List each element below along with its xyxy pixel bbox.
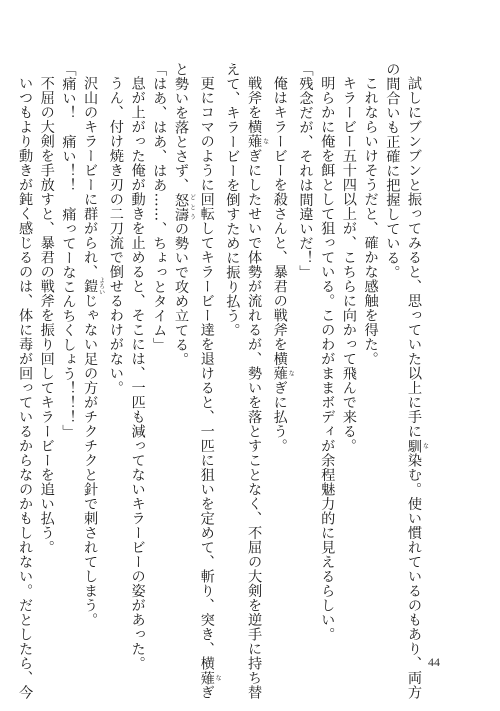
text-line: 俺はキラービーを殺さんと、暴君の戦斧を横薙 なぎに払う。 — [271, 76, 295, 454]
text-line: 「残念だが、それは間違いだ！」 — [297, 62, 314, 280]
text-line: えて、キラービーを倒すために振り払う。 — [224, 62, 241, 338]
text-line: 試しにブンブンと振ってみると、思っていた以上に手に馴 な染む。使い慣れているのもあり、両方 — [406, 76, 429, 700]
text-line: これならいけそうだと、確かな感触を得た。 — [362, 76, 379, 367]
text-line: うん、付け焼き刃の二刀流で倒せるわけがない。 — [107, 76, 124, 396]
text-line: 沢山のキラービーに群がられ、鎧 よろいじゃない足の方がチクチクと針で刺されてしまう。 — [82, 76, 105, 628]
text-line: キラービー五十四以上が、こちらに向かって飛んで来る。 — [340, 76, 357, 454]
text-line: 「痛い！ 痛い！！ 痛ってーなこんちくしょう！！！」 — [60, 62, 77, 439]
text-line: 更にコマのように回転してキラービー達を退けると、一匹に狙いを定めて、斬り、突き、横薙 なぎ — [198, 76, 222, 700]
text-line: 戦斧を横薙 なぎにしたせいで体勢が流れるが、勢いを落とすことなく、不屈の大剣を逆手に持ち替 — [246, 76, 269, 700]
text-line: の間合いも正確に把握している。 — [384, 62, 401, 280]
text-line: 息が上がった俺が動きを止めると、そこには、一匹も減ってないキラービーの姿があった。 — [129, 76, 146, 671]
text-line: いつもより動きが鈍く感じるのは、体に毒が回っているからなのかもしれない。だとしたら、今 — [17, 76, 34, 700]
text-line: 明らかに俺を餌として狙っている。このわがままボディが余程魅力的に見えるらしい。 — [319, 76, 336, 642]
page-number: 44 — [428, 655, 440, 669]
text-line: 「はあ、はあ、はあ……、ちょっとタイム」 — [151, 62, 168, 352]
text-line: と勢いを落とさず、怒濤 どとうの勢いで攻め立てる。 — [172, 62, 196, 367]
text-line: 不屈の大剣を手放すと、暴君の戦斧を振り回してキラービーを追い払う。 — [38, 76, 55, 555]
vertical-text-block — [13, 62, 429, 700]
